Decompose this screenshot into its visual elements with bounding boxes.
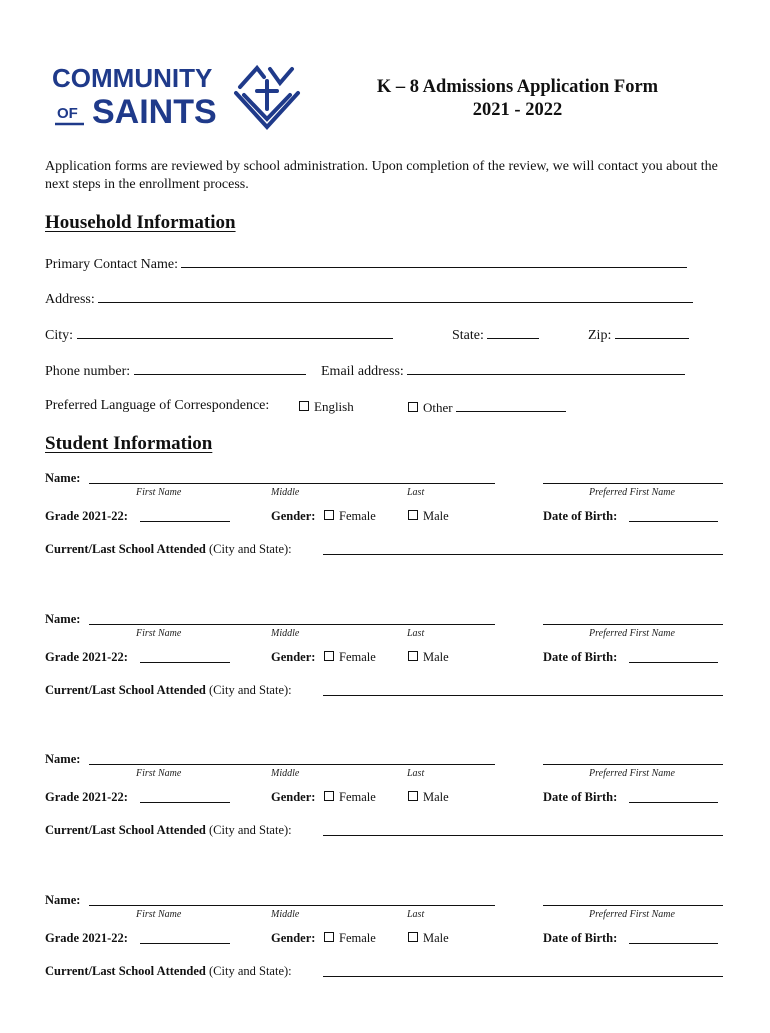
female-checkbox[interactable] bbox=[324, 510, 334, 520]
male-label: Male bbox=[423, 509, 449, 523]
student-entry-2 bbox=[0, 612, 770, 752]
primary-contact-field[interactable] bbox=[45, 254, 687, 274]
cross-shield-icon bbox=[236, 68, 298, 127]
grade-label: Grade 2021-22: bbox=[45, 790, 128, 804]
dob-label: Date of Birth: bbox=[543, 649, 618, 664]
english-label: English bbox=[314, 399, 354, 414]
other-checkbox[interactable] bbox=[408, 402, 418, 412]
school-line[interactable] bbox=[323, 695, 723, 696]
form-title bbox=[330, 76, 705, 122]
grade-line[interactable] bbox=[140, 802, 230, 803]
preferred-name-line[interactable] bbox=[543, 624, 723, 625]
phone-field[interactable] bbox=[45, 361, 306, 381]
male-checkbox[interactable] bbox=[408, 510, 418, 520]
preferred-name-caption: Preferred First Name bbox=[589, 627, 675, 639]
email-label: Email address: bbox=[321, 364, 404, 379]
middle-caption: Middle bbox=[271, 487, 300, 498]
student-name-label: Name: bbox=[45, 892, 81, 907]
household-heading: Household Information bbox=[45, 212, 236, 233]
school-label: Current/Last School Attended bbox=[45, 823, 206, 837]
school-line[interactable] bbox=[323, 835, 723, 836]
phone-line[interactable] bbox=[134, 361, 306, 375]
school-suffix: (City and State): bbox=[209, 823, 292, 837]
school-suffix: (City and State): bbox=[209, 963, 292, 978]
dob-line[interactable] bbox=[629, 662, 718, 663]
email-field[interactable] bbox=[321, 361, 685, 381]
preferred-name-caption: Preferred First Name bbox=[589, 908, 675, 920]
grade-line[interactable] bbox=[140, 943, 230, 944]
language-field bbox=[45, 397, 269, 415]
logo-of: OF bbox=[57, 105, 78, 122]
student-name-line[interactable] bbox=[89, 483, 495, 484]
language-english-option[interactable] bbox=[299, 398, 354, 416]
first-name-caption: First Name bbox=[136, 627, 182, 639]
middle-caption: Middle bbox=[271, 908, 300, 920]
city-field[interactable] bbox=[45, 325, 393, 345]
state-label: State: bbox=[452, 328, 484, 343]
school-label: Current/Last School Attended bbox=[45, 963, 206, 978]
dob-label: Date of Birth: bbox=[543, 930, 618, 945]
grade-line[interactable] bbox=[140, 662, 230, 663]
address-line[interactable] bbox=[98, 289, 693, 303]
form-title-year: 2021 - 2022 bbox=[472, 100, 563, 120]
student-name-line[interactable] bbox=[89, 624, 495, 625]
other-label: Other bbox=[423, 400, 453, 415]
school-label: Current/Last School Attended bbox=[45, 542, 206, 556]
city-label: City: bbox=[45, 328, 74, 343]
dob-line[interactable] bbox=[629, 521, 718, 522]
student-name-label: Name: bbox=[45, 471, 81, 485]
state-line[interactable] bbox=[487, 325, 539, 339]
address-label: Address: bbox=[45, 292, 95, 307]
gender-label: Gender: bbox=[271, 649, 316, 664]
last-caption: Last bbox=[407, 487, 425, 498]
male-label: Male bbox=[423, 790, 449, 804]
intro-paragraph: Application forms are reviewed by school administration. Upon completion of the review, we will contact you about the next steps in the enrollment process. bbox=[45, 159, 718, 192]
logo-line2: SAINTS bbox=[92, 93, 217, 131]
male-checkbox[interactable] bbox=[408, 791, 418, 801]
dob-line[interactable] bbox=[629, 943, 718, 944]
gender-male-option[interactable] bbox=[408, 650, 449, 665]
address-field[interactable] bbox=[45, 289, 693, 309]
zip-line[interactable] bbox=[615, 325, 689, 339]
gender-female-option[interactable] bbox=[324, 509, 376, 524]
female-label: Female bbox=[339, 509, 376, 523]
first-name-caption: First Name bbox=[136, 487, 182, 498]
school-label: Current/Last School Attended bbox=[45, 682, 206, 697]
first-name-caption: First Name bbox=[136, 768, 182, 779]
preferred-name-line[interactable] bbox=[543, 905, 723, 906]
female-label: Female bbox=[339, 930, 376, 945]
community-of-saints-logo bbox=[52, 63, 302, 131]
last-caption: Last bbox=[407, 768, 425, 779]
student-name-line[interactable] bbox=[89, 905, 495, 906]
gender-female-option[interactable] bbox=[324, 790, 376, 805]
female-label: Female bbox=[339, 790, 376, 804]
student-name-label: Name: bbox=[45, 611, 81, 626]
female-checkbox[interactable] bbox=[324, 932, 334, 942]
middle-caption: Middle bbox=[271, 627, 300, 639]
school-line[interactable] bbox=[323, 554, 723, 555]
state-field[interactable] bbox=[452, 325, 539, 345]
city-line[interactable] bbox=[77, 325, 393, 339]
student-entry-4 bbox=[0, 893, 770, 1033]
last-caption: Last bbox=[407, 908, 425, 920]
zip-label: Zip: bbox=[588, 328, 612, 343]
preferred-name-line[interactable] bbox=[543, 764, 723, 765]
primary-contact-label: Primary Contact Name: bbox=[45, 257, 178, 272]
male-label: Male bbox=[423, 930, 449, 945]
first-name-caption: First Name bbox=[136, 908, 182, 920]
gender-label: Gender: bbox=[271, 790, 316, 804]
school-suffix: (City and State): bbox=[209, 682, 292, 697]
female-checkbox[interactable] bbox=[324, 791, 334, 801]
middle-caption: Middle bbox=[271, 768, 300, 779]
preferred-name-caption: Preferred First Name bbox=[589, 768, 675, 779]
phone-label: Phone number: bbox=[45, 364, 131, 379]
gender-male-option[interactable] bbox=[408, 790, 449, 805]
logo-line1: COMMUNITY bbox=[52, 63, 213, 93]
gender-label: Gender: bbox=[271, 930, 316, 945]
english-checkbox[interactable] bbox=[299, 401, 309, 411]
gender-label: Gender: bbox=[271, 509, 316, 523]
preferred-name-caption: Preferred First Name bbox=[589, 487, 675, 498]
language-label: Preferred Language of Correspondence: bbox=[45, 398, 270, 413]
language-other-option[interactable] bbox=[408, 398, 566, 417]
email-line[interactable] bbox=[407, 361, 685, 375]
last-caption: Last bbox=[407, 627, 425, 639]
female-label: Female bbox=[339, 649, 376, 664]
student-name-label: Name: bbox=[45, 752, 81, 766]
student-entry-3 bbox=[0, 752, 770, 892]
other-language-line[interactable] bbox=[456, 398, 566, 412]
gender-female-option[interactable] bbox=[324, 931, 376, 946]
male-checkbox[interactable] bbox=[408, 651, 418, 661]
student-name-line[interactable] bbox=[89, 764, 495, 765]
male-checkbox[interactable] bbox=[408, 932, 418, 942]
grade-label: Grade 2021-22: bbox=[45, 649, 128, 664]
student-heading: Student Information bbox=[45, 433, 213, 454]
dob-label: Date of Birth: bbox=[543, 790, 618, 804]
preferred-name-line[interactable] bbox=[543, 483, 723, 484]
grade-label: Grade 2021-22: bbox=[45, 509, 128, 523]
student-entry-1 bbox=[0, 471, 770, 611]
gender-male-option[interactable] bbox=[408, 931, 449, 946]
dob-line[interactable] bbox=[629, 802, 718, 803]
primary-contact-line[interactable] bbox=[181, 254, 687, 268]
male-label: Male bbox=[423, 649, 449, 664]
dob-label: Date of Birth: bbox=[543, 509, 618, 523]
grade-label: Grade 2021-22: bbox=[45, 930, 128, 945]
form-title-line1: K – 8 Admissions Application Form bbox=[376, 77, 659, 97]
gender-female-option[interactable] bbox=[324, 650, 376, 665]
school-line[interactable] bbox=[323, 976, 723, 977]
gender-male-option[interactable] bbox=[408, 509, 449, 524]
zip-field[interactable] bbox=[588, 325, 689, 345]
school-suffix: (City and State): bbox=[209, 542, 292, 556]
grade-line[interactable] bbox=[140, 521, 230, 522]
female-checkbox[interactable] bbox=[324, 651, 334, 661]
